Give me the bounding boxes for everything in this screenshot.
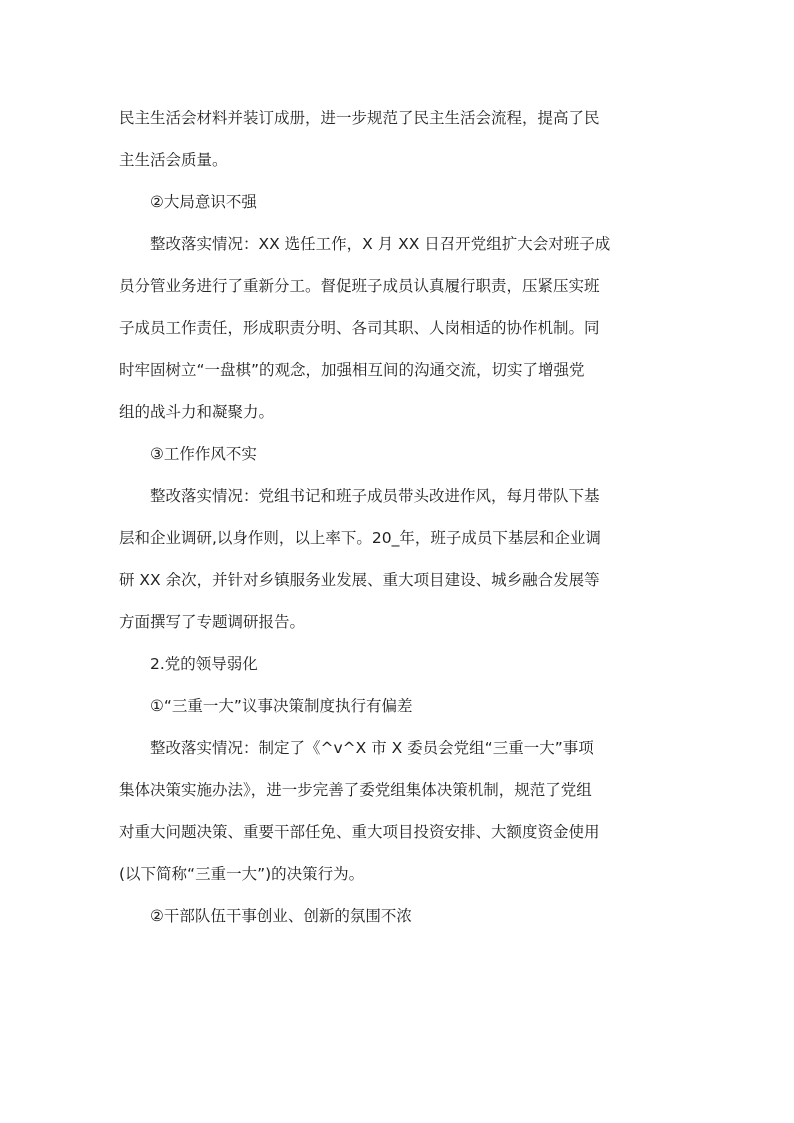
body-text-line: 方面撰写了专题调研报告。 xyxy=(119,613,306,631)
body-text-line: 组的战斗力和凝聚力。 xyxy=(119,403,275,421)
body-text-line: 时牢固树立“一盘棋”的观念，加强相互间的沟通交流，切实了增强党 xyxy=(119,361,585,379)
body-text-line: 整改落实情况：党组书记和班子成员带头改进作风，每月带队下基 xyxy=(150,487,600,505)
body-text-line: 整改落实情况：XX 选任工作，X 月 XX 日召开党组扩大会对班子成 xyxy=(150,235,611,253)
subheading-line: ①“三重一大”议事决策制度执行有偏差 xyxy=(150,697,413,715)
subheading-line: ②干部队伍干事创业、创新的氛围不浓 xyxy=(150,907,412,925)
body-text-line: 层和企业调研,以身作则，以上率下。20_年，班子成员下基层和企业调 xyxy=(119,529,601,547)
body-text-line: 民主生活会材料并装订成册，进一步规范了民主生活会流程，提高了民 xyxy=(119,109,600,127)
section-heading-line: 2.党的领导弱化 xyxy=(150,655,258,673)
body-text-line: 整改落实情况：制定了《^v^X 市 X 委员会党组“三重一大”事项 xyxy=(150,739,594,757)
body-text-line: 子成员工作责任，形成职责分明、各司其职、人岗相适的协作机制。同 xyxy=(119,319,600,337)
body-text-line: 集体决策实施办法》，进一步完善了委党组集体决策机制，规范了党组 xyxy=(119,781,592,799)
body-text-line: 研 XX 余次，并针对乡镇服务业发展、重大项目建设、城乡融合发展等 xyxy=(119,571,600,589)
body-text-line: 主生活会质量。 xyxy=(119,151,228,169)
body-text-line: 对重大问题决策、重要干部任免、重大项目投资安排、大额度资金使用 xyxy=(119,823,600,841)
subheading-line: ②大局意识不强 xyxy=(150,193,257,211)
subheading-line: ③工作作风不实 xyxy=(150,445,257,463)
body-text-line: (以下简称“三重一大”)的决策行为。 xyxy=(119,865,365,883)
body-text-line: 员分管业务进行了重新分工。督促班子成员认真履行职责，压紧压实班 xyxy=(119,277,600,295)
